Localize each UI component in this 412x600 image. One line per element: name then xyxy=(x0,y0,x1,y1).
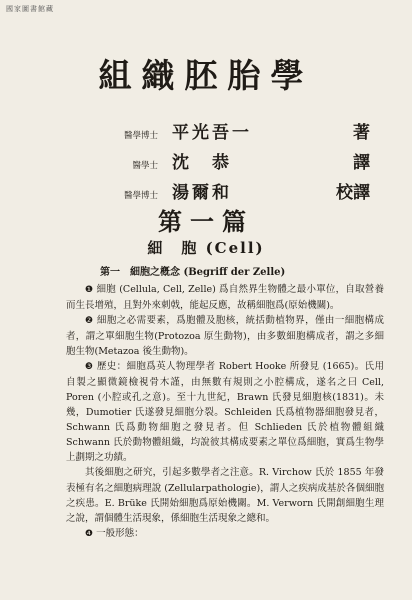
chapter-heading: 細 胞 (Cell) xyxy=(147,239,265,257)
author-degree: 醫學博士 xyxy=(123,191,158,201)
author-list xyxy=(100,118,370,208)
book-title: 組織胚胎學 xyxy=(98,56,314,95)
author-row xyxy=(100,118,370,148)
library-stamp: 國家圖書館藏 xyxy=(6,5,54,13)
section-heading: 第一 細胞之槪念 (Begriff der Zelle) xyxy=(100,267,286,278)
author-name: 平光吾一 xyxy=(172,123,252,143)
paragraph-text: 其後細胞之研究，引起多數學者之注意。R. Virchow 氏於 1855 年發表極有名之細胞病理說 (Zellularpathologie)，謂人之疾病成基於各個細胞之疾患。E. Brüke 氏開始細胞爲原始機關。M. Verworn 氏開創細胞生理之說，謂個體生活現象，係細胞生活現象之總和。 xyxy=(66,467,384,524)
paragraph xyxy=(66,465,384,526)
paragraph-text: 一般形態： xyxy=(96,528,144,539)
part-heading: 第一篇 xyxy=(158,207,254,236)
paragraph-number: ❸ xyxy=(85,362,94,372)
paragraph-text: 細胞之必需要素，爲胞體及胞核，統括動植物界，僅由一細胞構成者，謂之單細胞生物(Protozoa 原生動物)，由多數細胞構成者，謂之多細胞生物(Metazoa 後生動物)。 xyxy=(66,315,384,357)
author-row xyxy=(100,148,370,178)
paragraph-text: 歷史：細胞爲英人物理學者 Robert Hooke 所發見 (1665)。氏用自製之顯微鏡檢視骨木謹，由無數有規則之小腔構成，遂名之曰 Cell, Poren (小腔或孔之意)。至十九世紀，Brawn 氏發見細胞核(1831)。未幾，Dumotier 氏遂發見細胞分裂。Schleiden 氏爲植物器細胞發見者，Schwann 氏爲動物細胞之發見者。但 Schlieden 氏於植物體組織 Schwann 氏於動物體組織，均說彼其構成要素之單位爲細胞，實爲生物學上劃期之功績。 xyxy=(66,361,384,463)
paragraph-number: ❶ xyxy=(85,285,94,295)
paragraph xyxy=(66,526,384,542)
author-name: 湯爾和 xyxy=(172,183,232,203)
author-name: 沈 恭 xyxy=(172,153,232,173)
paragraph xyxy=(66,282,384,313)
author-role: 譯 xyxy=(353,153,370,173)
author-role: 校譯 xyxy=(336,183,370,203)
paragraph xyxy=(66,313,384,359)
paragraph-number: ❷ xyxy=(85,316,94,326)
author-role: 著 xyxy=(353,123,370,143)
author-degree: 醫學博士 xyxy=(123,131,158,141)
paragraph-number: ❹ xyxy=(85,529,94,539)
author-degree: 醫學士 xyxy=(132,161,158,171)
paragraph-text: 細胞 (Cellula, Cell, Zelle) 爲自然界生物體之最小單位，自取營養而生長增殖，且對外來刺戟，能起反應，故稱細胞爲(原始機關)。 xyxy=(66,284,384,311)
body-text xyxy=(66,282,384,542)
paragraph xyxy=(66,359,384,465)
